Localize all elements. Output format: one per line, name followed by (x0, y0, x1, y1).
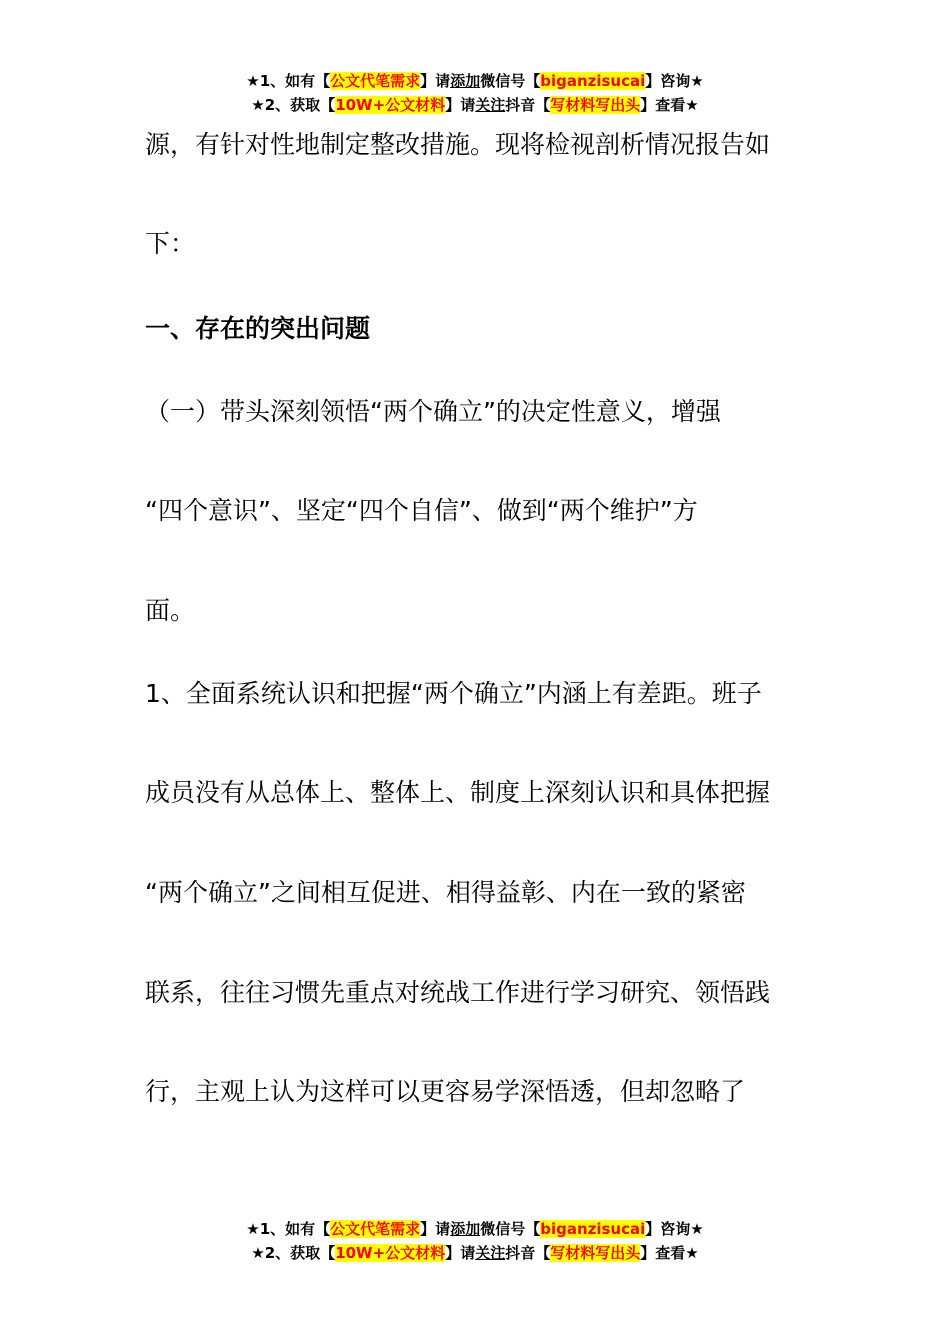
banner-text: 微信号【 (480, 1220, 541, 1238)
footer-banner (0, 1217, 950, 1265)
paragraph-line: 下： (145, 229, 196, 258)
header-banner-line-2 (0, 93, 950, 117)
banner-text: 】请 (420, 72, 451, 90)
emphasis-text: 关注 (475, 1244, 506, 1262)
banner-text: 抖音【 (505, 96, 551, 114)
emphasis-text: 关注 (475, 96, 506, 114)
banner-text: 】请 (445, 1244, 476, 1262)
highlight-service: 公文代笔需求 (330, 72, 421, 90)
highlight-douyin-account: 写材料写出头 (550, 1244, 641, 1262)
banner-text: 微信号【 (480, 72, 541, 90)
highlight-wechat-id: biganzisucai (540, 72, 646, 90)
highlight-materials: 10W+公文材料 (335, 96, 446, 114)
highlight-materials: 10W+公文材料 (335, 1244, 446, 1262)
paragraph-line: 源，有针对性地制定整改措施。现将检视剖析情况报告如 (145, 130, 771, 159)
banner-text: 抖音【 (505, 1244, 551, 1262)
banner-text: 】查看★ (640, 1244, 699, 1262)
highlight-service: 公文代笔需求 (330, 1220, 421, 1238)
highlight-wechat-id: biganzisucai (540, 1220, 646, 1238)
banner-text: ★2、获取【 (251, 1244, 336, 1262)
emphasis-text: 添加 (450, 1220, 481, 1238)
paragraph-line: 1、全面系统认识和把握“两个确立”内涵上有差距。班子 (145, 679, 762, 708)
paragraph-line: 面。 (145, 596, 196, 625)
highlight-douyin-account: 写材料写出头 (550, 96, 641, 114)
section-heading: 一、存在的突出问题 (145, 314, 371, 343)
header-banner-line-1 (0, 69, 950, 93)
banner-text: ★1、如有【 (246, 1220, 331, 1238)
paragraph-line: 联系，往往习惯先重点对统战工作进行学习研究、领悟践 (145, 978, 771, 1007)
paragraph-line: 行，主观上认为这样可以更容易学深悟透，但却忽略了 (145, 1077, 746, 1106)
banner-text: 】请 (420, 1220, 451, 1238)
paragraph-line: 成员没有从总体上、整体上、制度上深刻认识和具体把握 (145, 778, 771, 807)
subsection-heading: （一）带头深刻领悟“两个确立”的决定性意义，增强 (145, 397, 721, 426)
paragraph-line: “四个意识”、坚定“四个自信”、做到“两个维护”方 (145, 496, 698, 525)
emphasis-text: 添加 (450, 72, 481, 90)
banner-text: 】咨询★ (645, 72, 704, 90)
footer-banner-line-2 (0, 1241, 950, 1265)
banner-text: 】查看★ (640, 96, 699, 114)
paragraph-line: “两个确立”之间相互促进、相得益彰、内在一致的紧密 (145, 878, 746, 907)
footer-banner-line-1 (0, 1217, 950, 1241)
banner-text: 】请 (445, 96, 476, 114)
banner-text: 】咨询★ (645, 1220, 704, 1238)
header-banner (0, 69, 950, 117)
banner-text: ★1、如有【 (246, 72, 331, 90)
banner-text: ★2、获取【 (251, 96, 336, 114)
